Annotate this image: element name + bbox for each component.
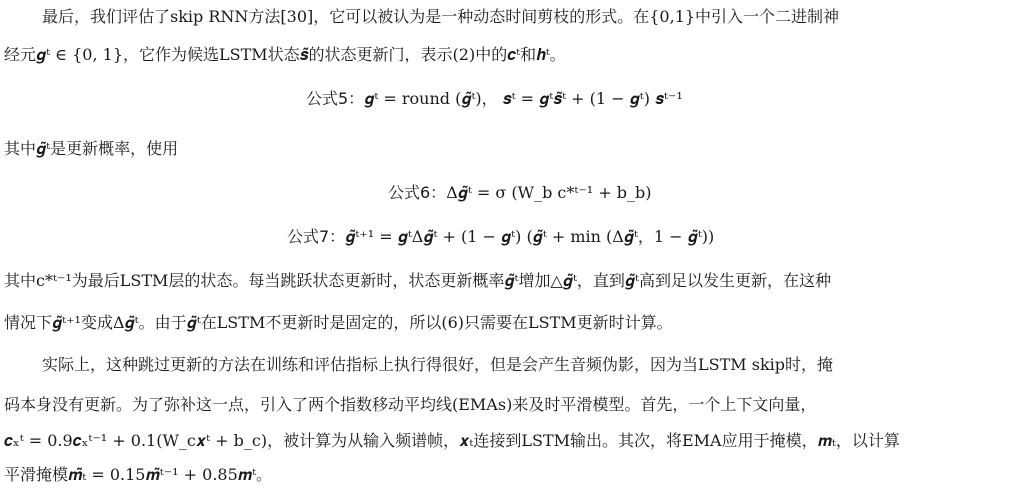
equation-7-label: 公式7： (287, 227, 346, 246)
equation-5-label: 公式5： (306, 89, 365, 108)
equation-6 (388, 182, 652, 204)
equation-7 (287, 226, 714, 248)
paragraph-2-line-1: 其中c*ᵗ⁻¹为最后LSTM层的状态。每当跳跃状态更新时，状态更新概率𝒈̃ᵗ增加△𝒈̃ᵗ，直到𝒈̃ᵗ高到足以发生更新，在这种 (4, 271, 831, 290)
equation-5 (306, 88, 683, 110)
equation-7-expression: 𝒈̃ᵗ⁺¹ = 𝒈ᵗΔ𝒈̃ᵗ + (1 − 𝒈ᵗ) (𝒈̃ᵗ + min (Δ𝒈̃ᵗ，1 − 𝒈̃ᵗ)) (345, 227, 715, 246)
equation-5-expression: 𝒈ᵗ = round (𝒈̃ᵗ)， 𝒔ᵗ = 𝒈ᵗ𝒔̃ᵗ + (1 − 𝒈ᵗ) 𝒔ᵗ⁻¹ (364, 89, 683, 108)
equation-6-label: 公式6： (388, 183, 447, 202)
paragraph-3-line-3: 𝒄ₓᵗ = 0.9𝒄ₓᵗ⁻¹ + 0.1(W_c𝒙ᵗ + b_c)，被计算为从输入频谱帧，𝒙ₜ连接到LSTM输出。其次，将EMA应用于掩模，𝒎ₜ，以计算 (4, 431, 900, 450)
paragraph-3-line-1: 实际上，这种跳过更新的方法在训练和评估指标上执行得很好，但是会产生音频伪影，因为当LSTM skip时，掩 (42, 355, 833, 374)
where-clause-update-probability: 其中𝒈̃ᵗ是更新概率，使用 (4, 139, 179, 158)
equation-6-expression: Δ𝒈̃ᵗ = σ (W_b c*ᵗ⁻¹ + b_b) (446, 183, 652, 202)
paragraph-1-line-2: 经元𝒈ᵗ ∈ {0, 1}，它作为候选LSTM状态𝒔̃的状态更新门，表示(2)中的𝒄ᵗ和𝒉ᵗ。 (4, 45, 566, 64)
paragraph-1-line-1: 最后，我们评估了skip RNN方法[30]，它可以被认为是一种动态时间剪枝的形式。在{0,1}中引入一个二进制神 (42, 7, 840, 26)
paragraph-3-line-4: 平滑掩模𝒎̃ₜ = 0.15𝒎̃ᵗ⁻¹ + 0.85𝒎ᵗ。 (4, 465, 273, 484)
paragraph-3-line-2: 码本身没有更新。为了弥补这一点，引入了两个指数移动平均线(EMAs)来及时平滑模型。首先，一个上下文向量， (4, 395, 817, 414)
paragraph-2-line-2: 情况下𝒈̃ᵗ⁺¹变成Δ𝒈̃ᵗ。由于𝒈̃ᵗ在LSTM不更新时是固定的，所以(6)只需要在LSTM更新时计算。 (4, 313, 673, 332)
